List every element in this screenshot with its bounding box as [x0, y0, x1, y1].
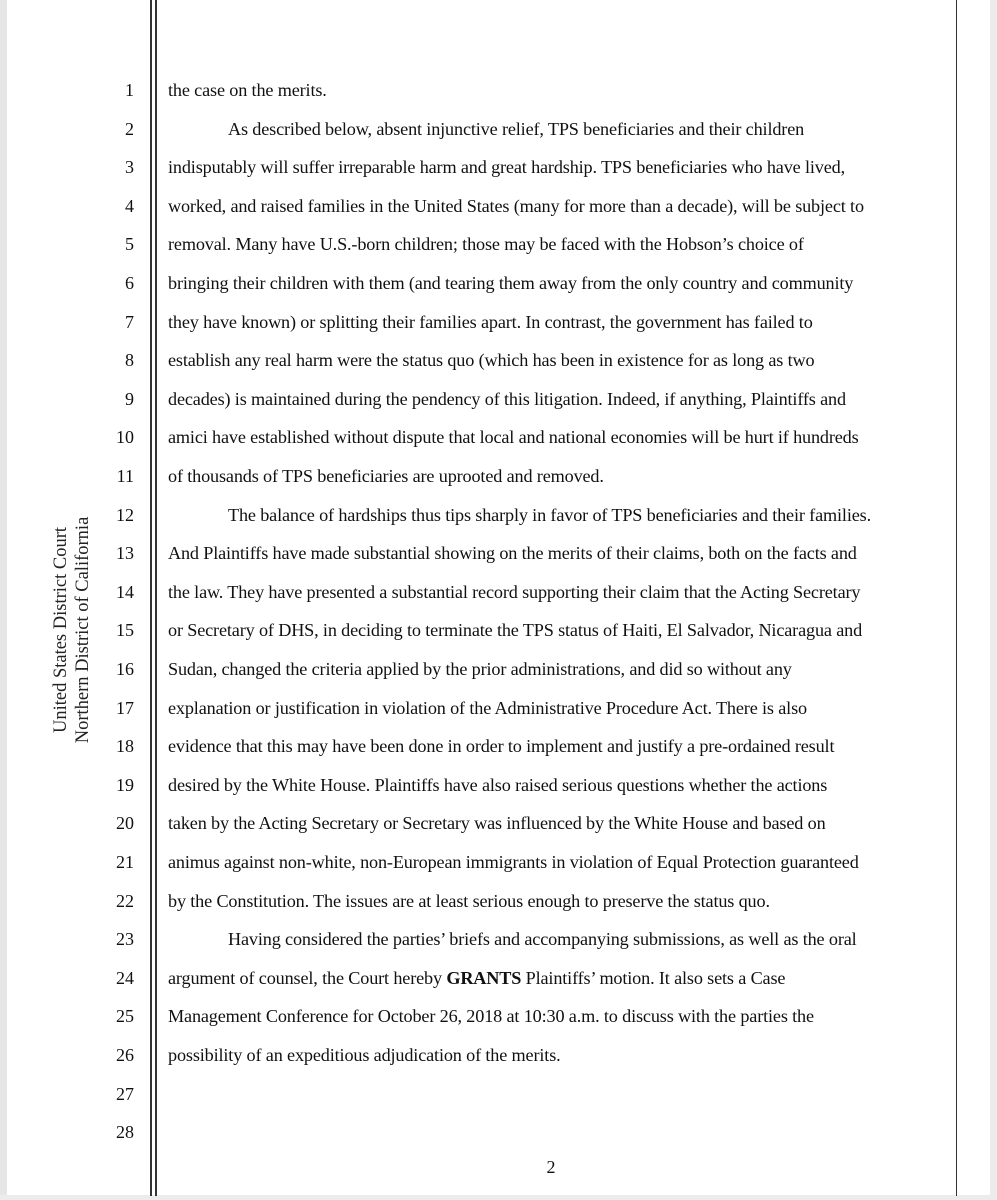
text-line: indisputably will suffer irreparable harm and great hardship. TPS beneficiaries who have lived, [168, 157, 846, 178]
margin-double-rule-inner [155, 0, 157, 1196]
grants-bold: GRANTS [446, 967, 522, 988]
line-number: 6 [125, 273, 134, 293]
text-line: removal. Many have U.S.-born children; those may be faced with the Hobson’s choice of [168, 234, 804, 255]
text-line: taken by the Acting Secretary or Secretary was influenced by the White House and based on [168, 813, 826, 834]
line-number: 11 [116, 466, 134, 486]
line-number: 25 [116, 1006, 134, 1027]
text-line: possibility of an expeditious adjudication of the merits. [168, 1045, 561, 1065]
text-line: worked, and raised families in the United States (many for more than a decade), will be subject to [168, 195, 864, 216]
text-line-24 [168, 968, 785, 988]
line-number: 2 [125, 118, 134, 139]
viewer-left-edge [0, 0, 7, 1200]
line-number: 21 [116, 852, 134, 872]
line-number: 8 [125, 350, 134, 371]
text-line: establish any real harm were the status quo (which has been in existence for as long as two [168, 350, 815, 371]
line-number: 20 [116, 813, 134, 834]
line24-before: argument of counsel, the Court hereby [168, 967, 447, 988]
text-line: of thousands of TPS beneficiaries are uprooted and removed. [168, 466, 604, 486]
text-line: The balance of hardships thus tips sharply in favor of TPS beneficiaries and their families. [228, 504, 871, 525]
text-line: Having considered the parties’ briefs and accompanying submissions, as well as the oral [228, 929, 857, 950]
text-line: by the Constitution. The issues are at least serious enough to preserve the status quo. [168, 890, 770, 911]
line-number: 24 [116, 967, 134, 988]
text-line: they have known) or splitting their families apart. In contrast, the government has failed to [168, 311, 813, 332]
margin-right-rule [956, 0, 957, 1196]
text-line: explanation or justification in violation of the Administrative Procedure Act. There is also [168, 697, 807, 718]
text-line: Sudan, changed the criteria applied by the prior administrations, and did so without any [168, 659, 792, 679]
court-district: Northern District of California [73, 516, 93, 744]
line-number: 4 [125, 195, 134, 216]
text-line: animus against non-white, non-European immigrants in violation of Equal Protection guaranteed [168, 852, 859, 872]
line-number: 9 [125, 388, 134, 409]
line-number: 14 [116, 581, 134, 602]
line-number: 22 [116, 890, 134, 911]
line-number: 5 [125, 234, 134, 255]
court-name: United States District Court [51, 526, 71, 734]
line-number: 19 [116, 774, 134, 795]
text-line: And Plaintiffs have made substantial showing on the merits of their claims, both on the facts and [168, 543, 857, 564]
line-number: 26 [116, 1045, 134, 1065]
line-number: 13 [116, 543, 134, 564]
line-number: 16 [116, 659, 134, 679]
line-number: 10 [116, 427, 134, 448]
text-line: decades) is maintained during the pendency of this litigation. Indeed, if anything, Plaintiffs and [168, 388, 846, 409]
page-number: 2 [546, 1157, 556, 1177]
text-line: evidence that this may have been done in order to implement and justify a pre-ordained result [168, 736, 835, 757]
text-line: amici have established without dispute that local and national economies will be hurt if hundreds [168, 427, 859, 448]
text-line: Management Conference for October 26, 2018 at 10:30 a.m. to discuss with the parties the [168, 1006, 814, 1027]
text-line: or Secretary of DHS, in deciding to terminate the TPS status of Haiti, El Salvador, Nicaragua and [168, 620, 863, 641]
line-number: 15 [116, 620, 134, 641]
line-number: 27 [116, 1083, 134, 1104]
court-caption-sidebar [50, 517, 94, 744]
line-number: 28 [116, 1122, 134, 1143]
line-number: 18 [116, 736, 134, 757]
line-number: 7 [125, 311, 134, 332]
text-line: As described below, absent injunctive relief, TPS beneficiaries and their children [228, 118, 805, 139]
viewer-right-edge [990, 0, 997, 1200]
text-line: desired by the White House. Plaintiffs have also raised serious questions whether the actions [168, 774, 828, 795]
line-number: 17 [116, 697, 134, 718]
line-number: 23 [116, 929, 134, 950]
text-line: bringing their children with them (and tearing them away from the only country and community [168, 273, 854, 293]
margin-double-rule-outer [150, 0, 152, 1196]
line-number: 1 [125, 80, 134, 100]
line-number: 12 [116, 504, 134, 525]
line-number: 3 [125, 157, 134, 178]
text-line: the case on the merits. [168, 80, 327, 100]
line24-after: Plaintiffs’ motion. It also sets a Case [521, 967, 786, 988]
text-line: the law. They have presented a substantial record supporting their claim that the Acting Secretary [168, 581, 861, 602]
